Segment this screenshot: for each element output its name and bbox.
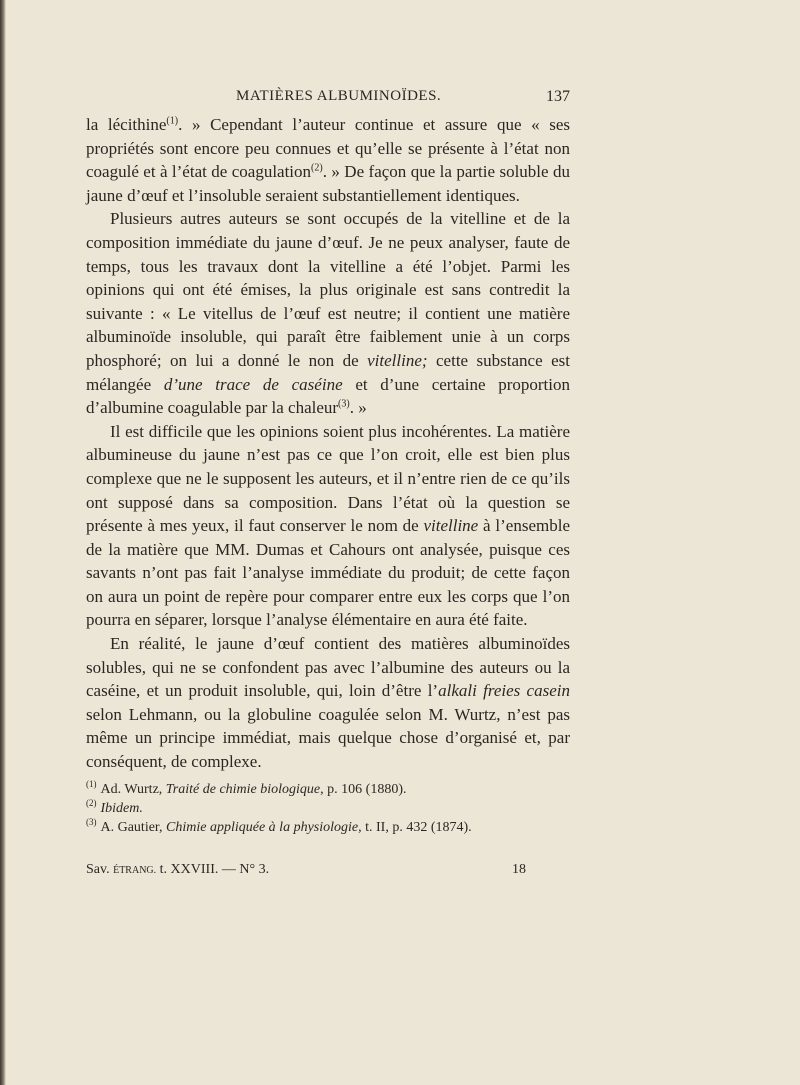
italic-text: Traité de chimie biologique [165,782,321,797]
text-run: , t. II, p. 432 (1874). [358,820,472,835]
italic-text: vitelline [423,516,479,536]
text-run: selon Lehmann, ou la globuline coagulée selon M. Wurtz, n’est pas même un principe immédiat, mais quelque chose d’organisé et, par conséquent, de complexe. [86,704,570,772]
footnotes [86,780,570,837]
signature-rest: t. XXVIII. — N° 3. [156,862,270,877]
footnote [86,780,570,799]
text-run: . » De façon que la partie soluble du jaune d’œuf et l’insoluble seraient substantiellement identiques. [86,162,570,205]
footnote-reference: (2) [311,162,323,174]
italic-text: alkali freies casein [438,681,570,701]
text-run: . » Cependant l’auteur continue et assure que « ses propriétés sont encore peu connues et qu’elle se présente à l’état non coagulé et à l’état de coagulation [86,115,570,182]
text-run: à l’ensemble de la matière que MM. Dumas et Cahours ont analysée, puisque ces savants n’ont pas fait l’analyse immédiate du produit; de cette façon on aura un point de repère pour comparer entre eux les corps que l’on pourra en séparer, lorsque l’analyse élémentaire en aura été faite. [86,516,570,630]
text-run: . » [349,398,367,418]
page-number: 137 [546,88,570,105]
footnote [86,818,570,837]
gathering-number: 18 [512,862,526,877]
text-run: A. Gautier, [100,820,167,835]
text-run: Il est difficile que les opinions soient plus incohérentes. La matière albumineuse du jaune n’est pas ce que l’on croit, elle est bien plus complexe que ne le supposent les auteurs, et il n’entre rien de ce qu’ils ont supposé dans sa composition. Dans l’état où la question se présente à mes yeux, il faut conserver le nom de [86,421,570,536]
footnote [86,799,570,818]
text-run: En réalité, le jaune d’œuf contient des matières albuminoïdes solubles, qui ne se confondent pas avec l’albumine des auteurs ou la caséine, et un produit insoluble, qui, loin d’être l’ [86,634,570,701]
paragraph [86,420,570,632]
italic-text: Ibidem. [100,801,143,816]
signature-smallcaps: ÉTRANG. [113,865,157,876]
italic-text: vitelline; [367,350,428,370]
text-run: , p. 106 (1880). [320,782,407,797]
signature-prefix: Sav. [86,862,110,877]
running-title: MATIÈRES ALBUMINOÏDES. [236,88,442,104]
page-header [86,88,570,112]
paragraph [86,632,570,774]
page-footer [86,862,526,882]
paragraph [86,113,570,207]
italic-text: Chimie appliquée à la physiologie [166,820,359,835]
body-text [86,113,570,774]
signature-mark [86,862,269,878]
footnote-reference: (1) [166,115,179,127]
text-run: la lécithine [86,115,167,134]
footnote-number: (1) [86,779,97,790]
footnote-number: (2) [86,798,97,809]
footnote-number: (3) [86,817,97,828]
footnote-reference: (3) [338,398,350,410]
text-run: cette substance est mélangée [86,350,570,394]
page-edge [0,0,6,1085]
text-run: Plusieurs autres auteurs se sont occupés de la vitelline et de la composition immédiate du jaune d’œuf. Je ne peux analyser, faute de temps, tous les travaux dont la vitelline a été l’objet. Parmi les opinions qui ont été émises, la plus originale est sans contredit la suivante : « Le vitellus de l’œuf est neutre; il contient une matière albuminoïde insoluble, qui paraît être faiblement unie à un corps phosphoré; on lui a donné le non de [86,209,570,370]
text-run: Ad. Wurtz, [100,782,166,797]
paragraph [86,207,570,419]
text-run: et d’une certaine proportion d’albumine coagulable par la chaleur [86,374,570,418]
italic-text: d’une trace de caséine [163,374,343,394]
